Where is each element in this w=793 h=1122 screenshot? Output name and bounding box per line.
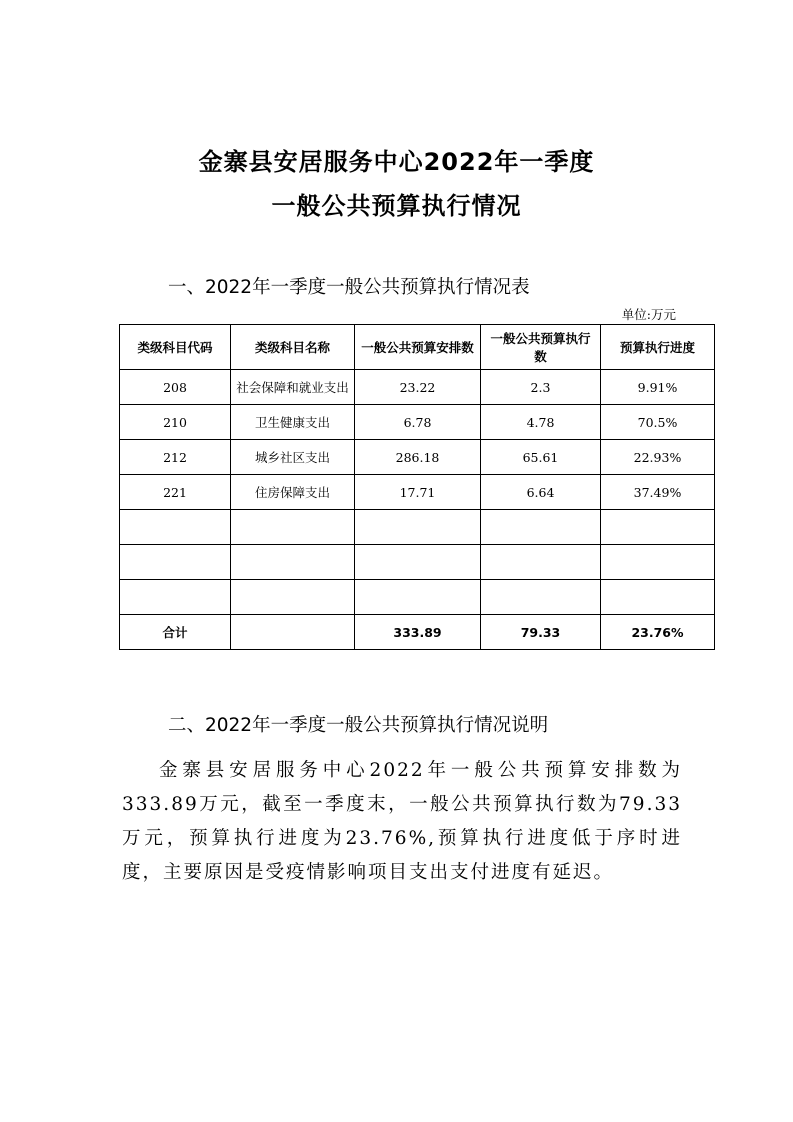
cell-code: 208	[120, 370, 231, 405]
cell-executed: 6.64	[481, 475, 601, 510]
cell-name: 城乡社区支出	[231, 440, 355, 475]
table-header-row	[120, 325, 715, 370]
section2-heading: 二、2022年一季度一般公共预算执行情况说明	[168, 715, 549, 736]
header-name: 类级科目名称	[231, 325, 355, 370]
total-label: 合计	[120, 615, 231, 650]
cell-progress: 22.93%	[601, 440, 715, 475]
table-row	[120, 580, 715, 615]
total-executed: 79.33	[481, 615, 601, 650]
cell-name	[231, 545, 355, 580]
cell-budget: 23.22	[355, 370, 481, 405]
cell-code: 212	[120, 440, 231, 475]
table-row	[120, 440, 715, 475]
cell-code: 221	[120, 475, 231, 510]
cell-progress	[601, 545, 715, 580]
explanation-paragraph	[122, 754, 682, 890]
cell-progress: 37.49%	[601, 475, 715, 510]
cell-name	[231, 510, 355, 545]
table-row	[120, 475, 715, 510]
cell-progress: 70.5%	[601, 405, 715, 440]
budget-table	[119, 324, 715, 650]
cell-budget	[355, 510, 481, 545]
total-progress: 23.76%	[601, 615, 715, 650]
cell-code	[120, 580, 231, 615]
table-total-row	[120, 615, 715, 650]
table-row	[120, 545, 715, 580]
cell-budget: 17.71	[355, 475, 481, 510]
explanation-text: 金寨县安居服务中心2022年一般公共预算安排数为333.89万元，截至一季度末，一般公共预算执行数为79.33万元，预算执行进度为23.76%,预算执行进度低于序时进度，主要原因是受疫情影响项目支出支付进度有延迟。	[122, 760, 682, 883]
table-row	[120, 510, 715, 545]
document-title-line2: 一般公共预算执行情况	[271, 192, 522, 220]
header-budget: 一般公共预算安排数	[355, 325, 481, 370]
unit-label: 单位:万元	[621, 307, 676, 322]
cell-name: 社会保障和就业支出	[231, 370, 355, 405]
header-executed: 一般公共预算执行数	[481, 325, 601, 370]
cell-budget: 286.18	[355, 440, 481, 475]
cell-progress	[601, 580, 715, 615]
cell-code	[120, 510, 231, 545]
table-row	[120, 405, 715, 440]
cell-executed: 65.61	[481, 440, 601, 475]
section1-heading: 一、2022年一季度一般公共预算执行情况表	[168, 277, 530, 298]
total-budget: 333.89	[355, 615, 481, 650]
cell-budget	[355, 545, 481, 580]
cell-name: 卫生健康支出	[231, 405, 355, 440]
header-code: 类级科目代码	[120, 325, 231, 370]
cell-budget	[355, 580, 481, 615]
cell-executed	[481, 545, 601, 580]
cell-progress: 9.91%	[601, 370, 715, 405]
cell-budget: 6.78	[355, 405, 481, 440]
cell-executed: 2.3	[481, 370, 601, 405]
cell-executed	[481, 510, 601, 545]
cell-name	[231, 580, 355, 615]
cell-executed: 4.78	[481, 405, 601, 440]
cell-code: 210	[120, 405, 231, 440]
cell-executed	[481, 580, 601, 615]
cell-code	[120, 545, 231, 580]
total-name	[231, 615, 355, 650]
cell-progress	[601, 510, 715, 545]
cell-name: 住房保障支出	[231, 475, 355, 510]
document-title-line1: 金寨县安居服务中心2022年一季度	[198, 148, 595, 176]
header-progress: 预算执行进度	[601, 325, 715, 370]
table-row	[120, 370, 715, 405]
